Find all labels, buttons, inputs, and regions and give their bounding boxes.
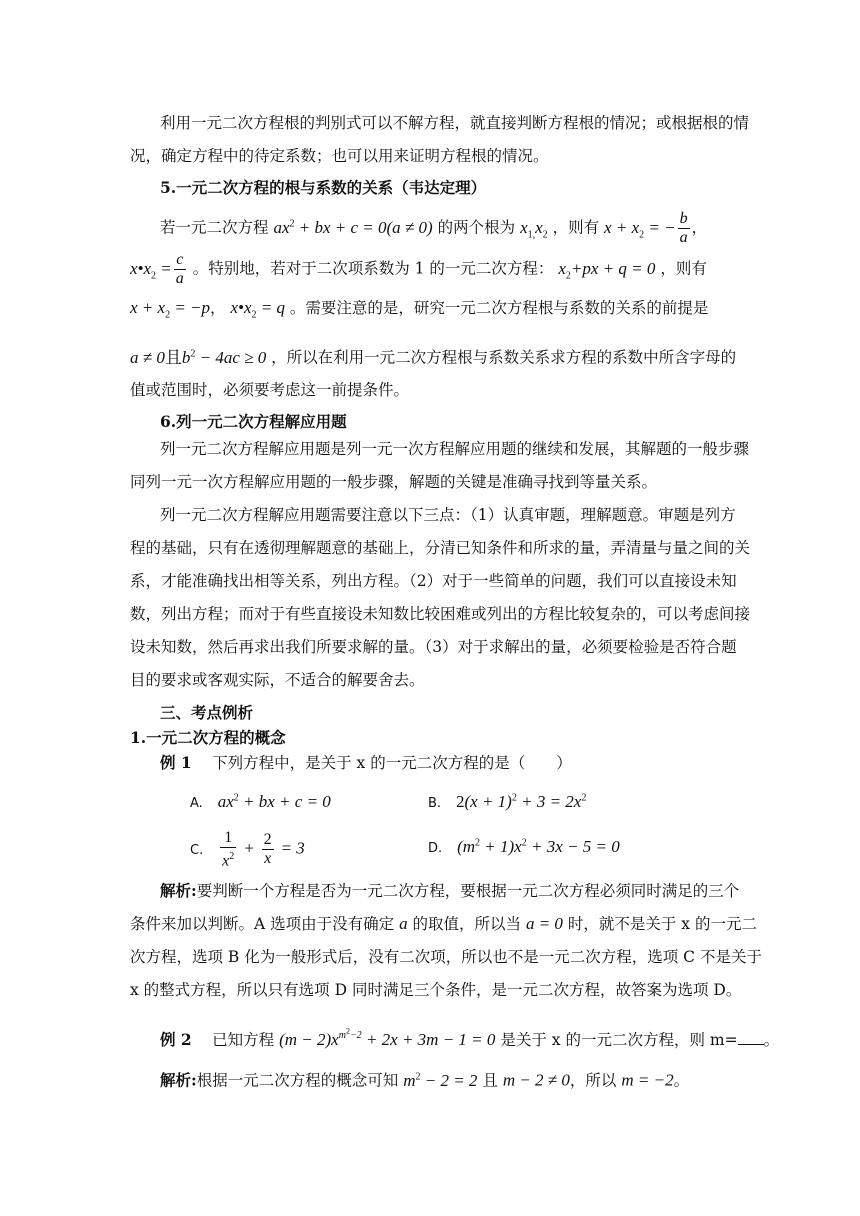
text: 要判断一个方程是否为一元二次方程，要根据一元二次方程必须同时满足的三个 xyxy=(196,882,740,900)
analysis-label: 解析: xyxy=(160,881,197,900)
text: 且 xyxy=(482,1071,498,1090)
text: 。 xyxy=(763,1030,780,1049)
text: ，所以在利用一元二次方程根与系数关系求方程的系数中所含字母的 xyxy=(271,348,737,367)
paragraph-line: 值或范围时，必须要考虑这一前提条件。 xyxy=(130,381,410,399)
option-label: D. xyxy=(428,841,443,856)
fraction: $\frac{1}{x^2}$ xyxy=(222,829,235,870)
formula: $x•x_2 = q$ xyxy=(230,298,285,321)
option-b xyxy=(428,792,586,812)
formula: $ax^2$ + bx + c = 0 xyxy=(217,792,331,811)
text: 条件来加以判断。A 选项由于没有确定 xyxy=(130,915,395,933)
text: 的取值，所以当 xyxy=(412,915,522,933)
paragraph-line: 利用一元二次方程根的判别式可以不解方程，就直接判断方程根的情况；或根据根的情 xyxy=(160,114,750,132)
text: 。需要注意的是，研究一元二次方程根与系数的关系的前提是 xyxy=(289,299,709,317)
subsection-heading: 1.一元二次方程的概念 xyxy=(130,728,286,747)
formula: $x_{1,}x_2$ xyxy=(520,217,548,240)
paragraph-line: $x + x_2 = -p$， $x•x_2 = q$ 。需要注意的是，研究一元二次方程根与系数的关系的前提是 xyxy=(130,298,709,321)
analysis-2-line xyxy=(160,1066,770,1092)
formula: $2(x + 1)^2 + 3 = 2x^2$ xyxy=(456,792,587,811)
answer-blank xyxy=(738,1030,764,1045)
formula: $(m^2 + 1)x^2 + 3x - 5 = 0$ xyxy=(457,837,620,856)
formula: m − 2 ≠ 0 xyxy=(502,1070,570,1090)
analysis-label: 解析: xyxy=(160,1070,197,1090)
paragraph-line: 程的基础，只有在透彻理解题意的基础上，分清已知条件和所求的量，弄清量与量之间的关 xyxy=(130,539,751,557)
formula: $m^2 - 2 = 2$ xyxy=(403,1070,478,1090)
formula: $x + x_2$ = − xyxy=(604,217,676,240)
paragraph-line: 数，列出方程；而对于有些直接设未知数比较困难或列出的方程比较复杂的，可以考虑间接 xyxy=(130,605,751,623)
formula: + xyxy=(243,838,255,858)
section-heading-5: 5.一元二次方程的根与系数的关系（韦达定理） xyxy=(160,178,487,197)
paragraph-line: 列一元二次方程解应用题需要注意以下三点：（1）认真审题，理解题意。审题是列方 xyxy=(160,506,736,524)
formula: $x + x_2 = -p$ xyxy=(130,298,211,321)
text: ，所以 xyxy=(569,1071,617,1090)
formula: $(m - 2)x^{m^2-2} + 2x + 3m - 1 = 0$ xyxy=(279,1027,496,1049)
paragraph-line: 况，确定方程中的待定系数；也可以用来证明方程根的情况。 xyxy=(130,147,549,165)
text: 根据一元二次方程的概念可知 xyxy=(196,1071,399,1090)
text: 时，就不是关于 x 的一元二 xyxy=(567,915,757,933)
fraction: $\frac{c}{a}$ xyxy=(175,251,184,287)
fraction: $\frac{b}{a}$ xyxy=(679,210,688,246)
text: 。特别地，若对于二次项系数为 1 的一元二次方程： xyxy=(192,259,554,278)
formula: m = −2 xyxy=(621,1070,674,1090)
option-c xyxy=(190,829,305,870)
option-label: B. xyxy=(428,796,442,811)
example-label: 例 1 xyxy=(160,753,192,772)
analysis-1-line xyxy=(130,913,757,935)
formula: $x_2+px + q = 0$ xyxy=(558,258,656,281)
text: ，则有 xyxy=(660,259,707,278)
text: ，则有 xyxy=(552,218,600,237)
paragraph-line: 若一元二次方程 $ax^2$ + bx + c = 0(a ≠ 0) 的两个根为 $x_{1,}x_2$ ，则有 $x + x_2$ = − $\frac{b}{a}$ ， xyxy=(160,210,708,246)
formula: $x•x_2$ = xyxy=(130,258,172,281)
formula: a = 0 xyxy=(525,914,563,933)
example-label: 例 2 xyxy=(160,1029,192,1049)
text: 下列方程中，是关于 x 的一元二次方程的是（ ） xyxy=(212,754,572,772)
analysis-1-line: 次方程，选项 B 化为一般形式后，没有二次项，所以也不是一元二次方程，选项 C 不是关于 xyxy=(130,948,762,966)
analysis-1-line xyxy=(160,880,770,902)
fraction: $\frac{2}{x}$ xyxy=(263,831,272,868)
paragraph-line: 列一元二次方程解应用题是列一元一次方程解应用题的继续和发展，其解题的一般步骤 xyxy=(160,440,750,458)
section-heading-6: 6.列一元二次方程解应用题 xyxy=(160,412,347,431)
option-label: C. xyxy=(190,842,204,858)
paragraph-line: 同列一元一次方程解应用题的一般步骤，解题的关键是准确寻找到等量关系。 xyxy=(130,473,658,491)
text: 是关于 x 的一元二次方程，则 m= xyxy=(500,1030,738,1049)
text: 若一元二次方程 xyxy=(160,218,269,237)
text: 。 xyxy=(673,1071,690,1090)
formula: $ax^2$ + bx + c = 0(a ≠ 0) xyxy=(273,217,433,237)
option-label: A. xyxy=(190,796,203,811)
section-heading-3: 三、考点例析 xyxy=(160,703,254,722)
paragraph-line: 设未知数，然后再求出我们所要求解的量。（3）对于求解出的量，必须要检验是否符合题 xyxy=(130,638,737,656)
option-d xyxy=(428,837,620,857)
paragraph-line: 目的要求或客观实际，不适合的解要舍去。 xyxy=(130,671,425,689)
formula: = 3 xyxy=(280,838,305,858)
text: 的两个根为 xyxy=(437,218,516,237)
option-a xyxy=(190,792,331,812)
analysis-1-line: x 的整式方程，所以只有选项 D 同时满足三个条件，是一元二次方程，故答案为选项 D。 xyxy=(130,981,742,999)
formula: a xyxy=(399,914,408,933)
example-1-question xyxy=(160,752,770,774)
paragraph-line xyxy=(130,343,740,369)
text: 已知方程 xyxy=(212,1030,275,1049)
paragraph-line: 系，才能准确找出相等关系，列出方程。（2）对于一些简单的问题，我们可以直接设未知 xyxy=(130,572,737,590)
example-2-question xyxy=(160,1021,780,1051)
formula: a ≠ 0且$b^2 - 4ac \ge 0$ xyxy=(130,347,267,367)
paragraph-line xyxy=(130,251,740,288)
